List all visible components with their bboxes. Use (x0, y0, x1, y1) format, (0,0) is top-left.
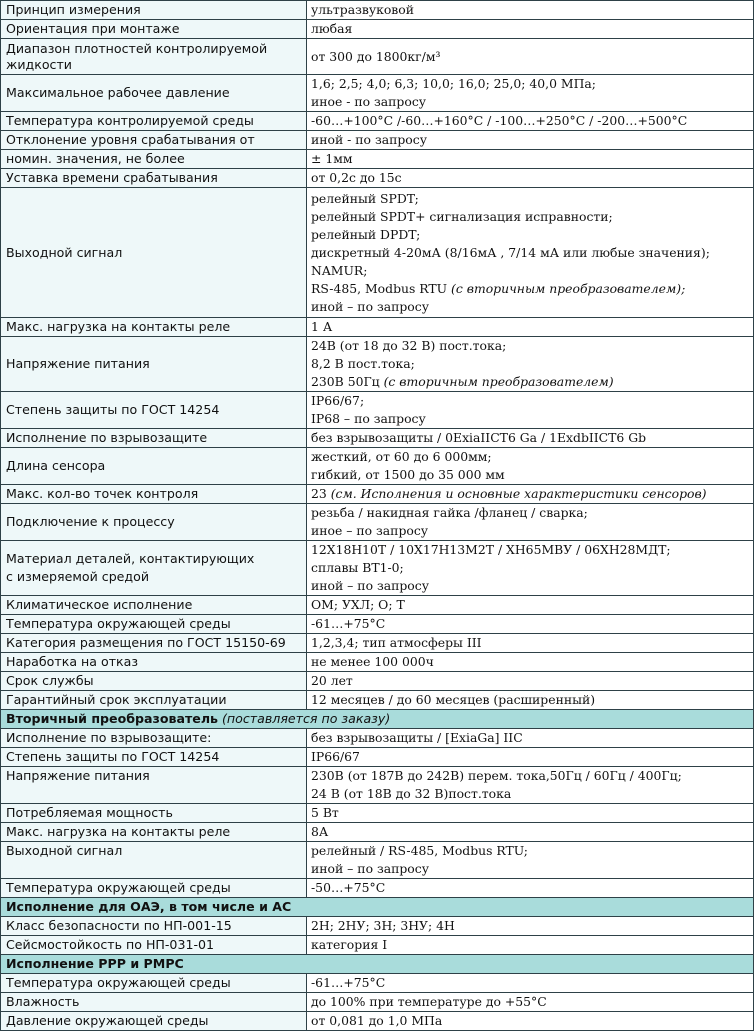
table-row (1, 150, 754, 169)
value-line: релейный DPDT; (311, 226, 421, 242)
table-row (1, 337, 754, 392)
table-row (1, 596, 754, 615)
table-row (1, 75, 754, 112)
value-line: иное – по запросу (311, 523, 429, 538)
row-value (307, 485, 754, 504)
row-value: 8А (307, 823, 754, 842)
value-text: 23 (311, 486, 331, 501)
row-label: Давление окружающей среды (1, 1012, 307, 1031)
row-value: ± 1мм (307, 150, 754, 169)
row-label: Сейсмостойкость по НП-031-01 (1, 936, 307, 955)
row-value: 20 лет (307, 672, 754, 691)
value-text: RS-485, Modbus RTU (311, 280, 452, 296)
table-row (1, 767, 754, 804)
table-row (1, 429, 754, 448)
row-label: Наработка на отказ (1, 653, 307, 672)
row-label: Климатическое исполнение (1, 596, 307, 615)
row-value: -50…+75°С (307, 879, 754, 898)
row-value: 12 месяцев / до 60 месяцев (расширенный) (307, 691, 754, 710)
value-line: 12Х18Н10Т / 10Х17Н13М2Т / ХН65МВУ / 06ХН28МДТ; (311, 542, 671, 557)
value-line: 1,6; 2,5; 4,0; 6,3; 10,0; 16,0; 25,0; 40,0 МПа; (311, 76, 596, 91)
row-value (307, 767, 754, 804)
section-title: Исполнение для ОАЭ, в том числе и АС (6, 899, 292, 914)
value-line: гибкий, от 1500 до 35 000 мм (311, 467, 505, 482)
value-line: NAMUR; (311, 262, 368, 278)
table-row (1, 541, 754, 596)
row-value (307, 541, 754, 596)
row-label: Степень защиты по ГОСТ 14254 (1, 392, 307, 429)
label-line: Материал деталей, контактирующих (6, 551, 255, 566)
row-label: Подключение к процессу (1, 504, 307, 541)
table-row (1, 917, 754, 936)
row-value (307, 75, 754, 112)
row-label: Выходной сигнал (1, 842, 307, 879)
table-row (1, 879, 754, 898)
row-value: иной - по запросу (307, 131, 754, 150)
row-value (307, 337, 754, 392)
table-row (1, 485, 754, 504)
row-label: Исполнение по взрывозащите (1, 429, 307, 448)
section-title: Исполнение РРР и РМРС (6, 956, 184, 971)
row-label: Диапазон плотностей контролируемой жидкости (1, 39, 307, 75)
row-label: Степень защиты по ГОСТ 14254 (1, 748, 307, 767)
label-line: с измеряемой средой (6, 569, 150, 584)
row-value: ОМ; УХЛ; О; Т (307, 596, 754, 615)
row-value: 5 Вт (307, 804, 754, 823)
row-value: от 0,081 до 1,0 МПа (307, 1012, 754, 1031)
row-value (307, 842, 754, 879)
row-label: Длина сенсора (1, 448, 307, 485)
row-value: 1 А (307, 318, 754, 337)
row-label: Напряжение питания (1, 337, 307, 392)
row-value: до 100% при температуре до +55°С (307, 993, 754, 1012)
row-label: Класс безопасности по НП-001-15 (1, 917, 307, 936)
section-header (1, 710, 754, 729)
value-line: 230В (от 187В до 242В) перем. тока,50Гц / 60Гц / 400Гц; (311, 768, 682, 783)
section-title: Вторичный преобразователь (6, 711, 219, 726)
row-label: Отклонение уровня срабатывания от (1, 131, 307, 150)
value-note: (с вторичным преобразователем); (451, 280, 686, 296)
table-row (1, 634, 754, 653)
row-value: не менее 100 000ч (307, 653, 754, 672)
row-value (307, 448, 754, 485)
row-value: 2Н; 2НУ; 3Н; 3НУ; 4Н (307, 917, 754, 936)
value-line: IP66/67; (311, 393, 365, 408)
row-label: Влажность (1, 993, 307, 1012)
row-label: Температура контролируемой среды (1, 112, 307, 131)
row-value: -61…+75°С (307, 974, 754, 993)
table-row (1, 20, 754, 39)
value-line: резьба / накидная гайка /фланец / сварка; (311, 505, 588, 520)
row-label: Уставка времени срабатывания (1, 169, 307, 188)
row-label: Макс. нагрузка на контакты реле (1, 318, 307, 337)
section-header-row (1, 955, 754, 974)
table-row (1, 1012, 754, 1031)
row-value (307, 188, 754, 318)
table-row (1, 842, 754, 879)
row-value: -60…+100°С /-60…+160°С / -100…+250°С / -200…+500°С (307, 112, 754, 131)
table-row (1, 448, 754, 485)
row-value: без взрывозащиты / 0ExiaIICT6 Ga / 1ExdbIICT6 Gb (307, 429, 754, 448)
row-label: Выходной сигнал (1, 188, 307, 318)
value-line: релейный / RS-485, Modbus RTU; (311, 843, 528, 858)
row-value (307, 392, 754, 429)
value-line: жесткий, от 60 до 6 000мм; (311, 449, 492, 464)
table-row (1, 729, 754, 748)
table-row (1, 936, 754, 955)
table-row (1, 691, 754, 710)
value-line: иной – по запросу (311, 861, 429, 876)
table-row (1, 318, 754, 337)
row-label: Напряжение питания (1, 767, 307, 804)
value-line: иное - по запросу (311, 94, 427, 109)
value-line: релейный SPDT; (311, 190, 419, 206)
row-value: IP66/67 (307, 748, 754, 767)
row-value: от 0,2с до 15с (307, 169, 754, 188)
value-line (311, 373, 753, 391)
row-label: Температура окружающей среды (1, 974, 307, 993)
row-value: любая (307, 20, 754, 39)
row-label: Температура окружающей среды (1, 615, 307, 634)
table-row (1, 615, 754, 634)
section-header-row (1, 710, 754, 729)
row-label: Макс. кол-во точек контроля (1, 485, 307, 504)
row-value: 1,2,3,4; тип атмосферы III (307, 634, 754, 653)
row-label: Срок службы (1, 672, 307, 691)
section-header-row (1, 898, 754, 917)
table-row (1, 112, 754, 131)
row-label: Исполнение по взрывозащите: (1, 729, 307, 748)
row-value: от 300 до 1800кг/м³ (307, 39, 754, 75)
row-label: Температура окружающей среды (1, 879, 307, 898)
value-line: 24В (от 18 до 32 В) пост.тока; (311, 338, 507, 353)
row-value: без взрывозащиты / [ExiaGa] IIC (307, 729, 754, 748)
table-row (1, 823, 754, 842)
table-row (1, 188, 754, 318)
row-value (307, 504, 754, 541)
value-line: 24 В (от 18В до 32 В)пост.тока (311, 786, 512, 801)
row-label: Гарантийный срок эксплуатации (1, 691, 307, 710)
table-row (1, 1, 754, 20)
row-value: категория I (307, 936, 754, 955)
table-row (1, 804, 754, 823)
table-row (1, 672, 754, 691)
table-row (1, 993, 754, 1012)
section-header (1, 955, 754, 974)
value-line: IP68 – по запросу (311, 411, 426, 426)
section-header (1, 898, 754, 917)
value-text: 230В 50Гц (311, 374, 384, 389)
row-label: номин. значения, не более (1, 150, 307, 169)
value-line: иной – по запросу (311, 298, 429, 314)
table-row (1, 169, 754, 188)
value-line: дискретный 4-20мА (8/16мА , 7/14 мА или любые значения); (311, 244, 710, 260)
row-value: -61…+75°С (307, 615, 754, 634)
value-line: сплавы ВТ1-0; (311, 560, 404, 575)
value-line: релейный SPDT+ сигнализация исправности; (311, 208, 613, 224)
table-row (1, 504, 754, 541)
value-note: (см. Исполнения и основные характеристики сенсоров) (330, 486, 707, 501)
table-row (1, 392, 754, 429)
table-row (1, 39, 754, 75)
row-label: Ориентация при монтаже (1, 20, 307, 39)
row-label: Максимальное рабочее давление (1, 75, 307, 112)
row-label: Принцип измерения (1, 1, 307, 20)
table-row (1, 653, 754, 672)
row-label: Макс. нагрузка на контакты реле (1, 823, 307, 842)
value-note: (с вторичным преобразователем) (383, 374, 614, 389)
row-value: ультразвуковой (307, 1, 754, 20)
value-line: иной – по запросу (311, 578, 429, 593)
row-label: Категория размещения по ГОСТ 15150-69 (1, 634, 307, 653)
row-label (1, 541, 307, 596)
value-line: 8,2 В пост.тока; (311, 356, 415, 371)
row-label: Потребляемая мощность (1, 804, 307, 823)
value-line (311, 280, 753, 298)
table-row (1, 748, 754, 767)
section-note: (поставляется по заказу) (218, 711, 391, 726)
table-row (1, 974, 754, 993)
table-row (1, 131, 754, 150)
